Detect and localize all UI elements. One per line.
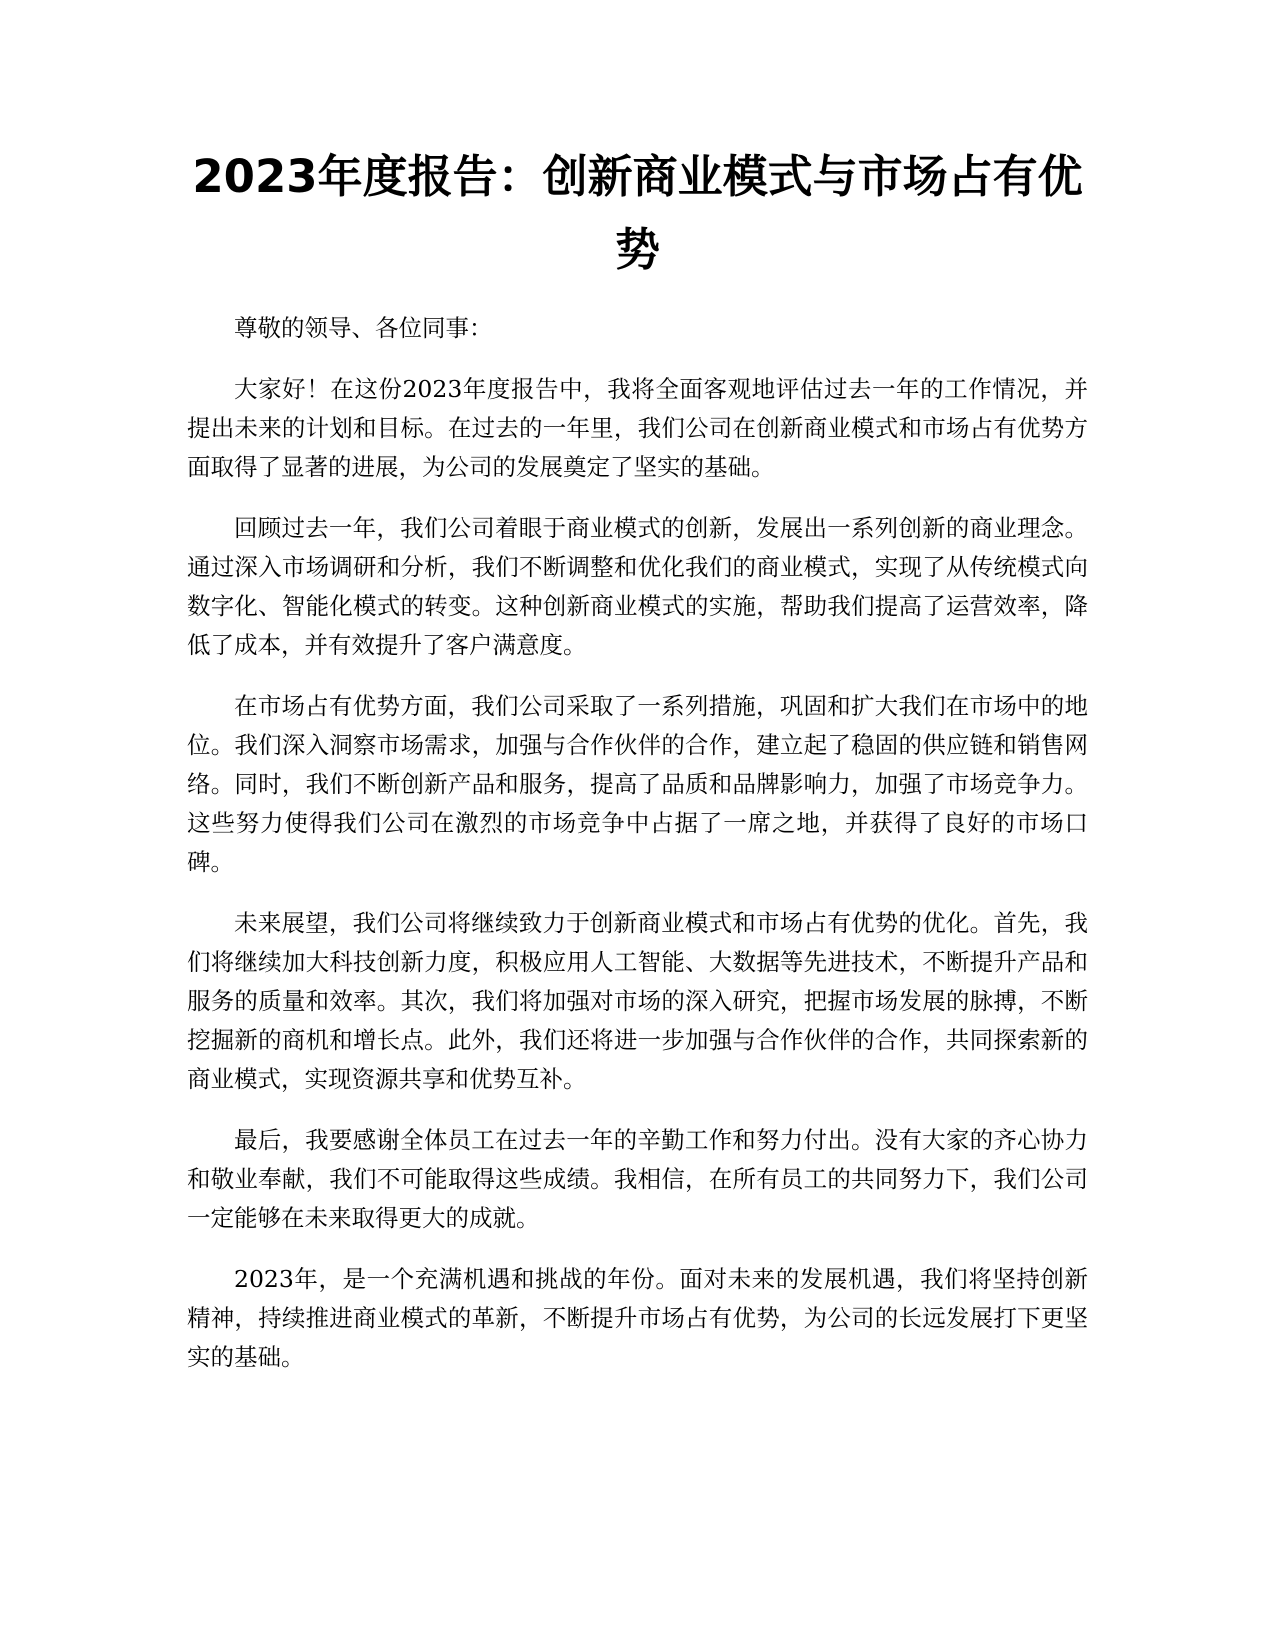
intro-paragraph: 大家好！在这份2023年度报告中，我将全面客观地评估过去一年的工作情况，并提出未来的计划和目标。在过去的一年里，我们公司在创新商业模式和市场占有优势方面取得了显著的进展，为公司的发展奠定了坚实的基础。 <box>187 375 1088 481</box>
greeting-paragraph: 尊敬的领导、各位同事： <box>234 314 493 342</box>
thanks-paragraph: 最后，我要感谢全体员工在过去一年的辛勤工作和努力付出。没有大家的齐心协力和敬业奉献，我们不可能取得这些成绩。我相信，在所有员工的共同努力下，我们公司一定能够在未来取得更大的成就。 <box>187 1126 1088 1232</box>
document-body <box>187 309 1088 1399</box>
outlook-paragraph: 未来展望，我们公司将继续致力于创新商业模式和市场占有优势的优化。首先，我们将继续加大科技创新力度，积极应用人工智能、大数据等先进技术，不断提升产品和服务的质量和效率。其次，我们将加强对市场的深入研究，把握市场发展的脉搏，不断挖掘新的商机和增长点。此外，我们还将进一步加强与合作伙伴的合作，共同探索新的商业模式，实现资源共享和优势互补。 <box>187 909 1088 1093</box>
document-title: 2023年度报告：创新商业模式与市场占有优势 <box>192 150 1083 276</box>
closing-paragraph: 2023年，是一个充满机遇和挑战的年份。面对未来的发展机遇，我们将坚持创新精神，持续推进商业模式的革新，不断提升市场占有优势，为公司的长远发展打下更坚实的基础。 <box>187 1265 1088 1371</box>
review-paragraph: 回顾过去一年，我们公司着眼于商业模式的创新，发展出一系列创新的商业理念。通过深入市场调研和分析，我们不断调整和优化我们的商业模式，实现了从传统模式向数字化、智能化模式的转变。这种创新商业模式的实施，帮助我们提高了运营效率，降低了成本，并有效提升了客户满意度。 <box>187 514 1088 659</box>
market-paragraph: 在市场占有优势方面，我们公司采取了一系列措施，巩固和扩大我们在市场中的地位。我们深入洞察市场需求，加强与合作伙伴的合作，建立起了稳固的供应链和销售网络。同时，我们不断创新产品和服务，提高了品质和品牌影响力，加强了市场竞争力。这些努力使得我们公司在激烈的市场竞争中占据了一席之地，并获得了良好的市场口碑。 <box>187 692 1088 876</box>
